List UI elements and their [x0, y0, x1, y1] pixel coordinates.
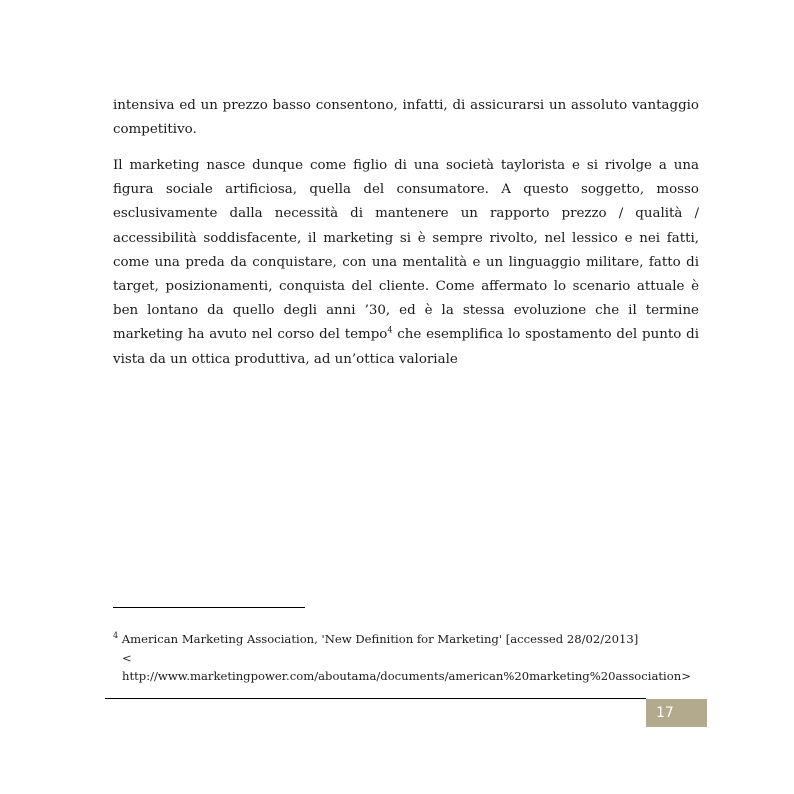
footnote: [113, 630, 713, 686]
footnote-number: 4: [113, 631, 119, 641]
footnote-separator: [113, 607, 305, 608]
footnote-reference[interactable]: 4: [387, 325, 393, 335]
footnote-url[interactable]: http://www.marketingpower.com/aboutama/documents/american%20marketing%20association>: [122, 669, 691, 683]
body-paragraph-2: [113, 154, 699, 372]
paragraph-2-text-end: che esemplifica lo spostamento del punto di vista da un ottica produttiva, ad un’ottica valoriale: [113, 327, 699, 367]
page-number: 17: [646, 699, 707, 727]
footnote-line-1: [113, 630, 713, 649]
footnote-citation: American Marketing Association, 'New Definition for Marketing' [accessed 28/02/2013]: [118, 632, 639, 646]
footnote-line-2: <: [122, 650, 132, 665]
paragraph-2-text: Il marketing nasce dunque come figlio di una società taylorista e si rivolge a una figura sociale artificiosa, quella del consumatore. A questo soggetto, mosso esclusivamente dalla necessità di mantenere un rapporto prezzo / qualità / accessibilità soddisfacente, il marketing si è sempre rivolto, nel lessico e nei fatti, come una preda da conquistare, con una mentalità e un linguaggio militare, fatto di target, posizionamenti, conquista del cliente. Come affermato lo scenario attuale è ben lontano da quello degli anni ’30, ed è la stessa evoluzione che il termine marketing ha avuto nel corso del tempo: [113, 158, 699, 343]
body-paragraph-1: intensiva ed un prezzo basso consentono, infatti, di assicurarsi un assoluto vantaggio competitivo.: [113, 98, 699, 138]
footer-rule: [105, 698, 646, 699]
